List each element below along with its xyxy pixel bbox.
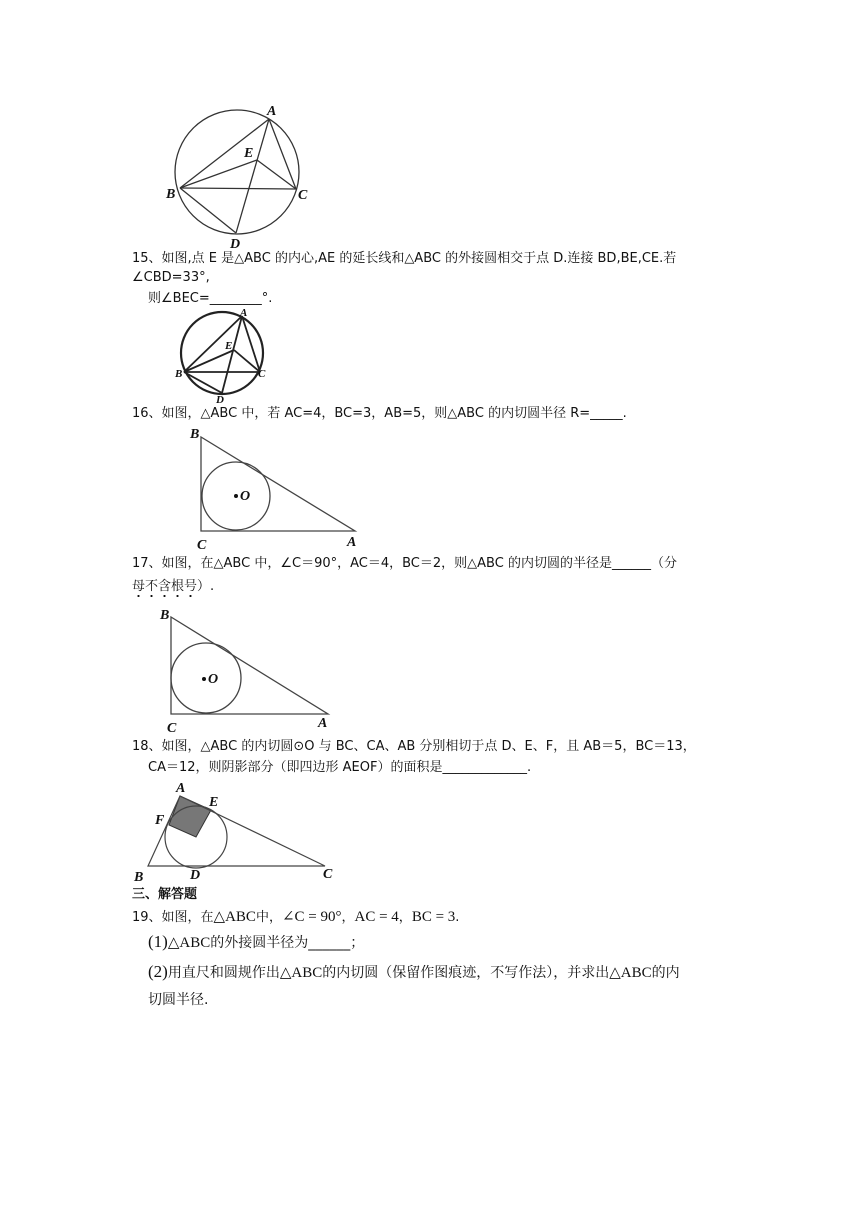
- q19-triangle: △ABC: [213, 909, 256, 925]
- q19-part1-text: 的外接圆半径为______；: [210, 935, 365, 951]
- q18-label-b: B: [134, 870, 144, 885]
- q19-bc: BC = 3: [411, 909, 456, 925]
- q17-line1: 17、如图，在△ABC 中，∠C＝90°，AC＝4，BC＝2，则△ABC 的内切圆的半径是______（分: [132, 556, 677, 571]
- q16-label-c: C: [197, 538, 207, 553]
- q18-line1: 18、如图，△ABC 的内切圆⊙O 与 BC、CA、AB 分别相切于点 D、E、F，且 AB＝5，BC＝13，: [132, 739, 696, 754]
- q18-label-a: A: [176, 781, 186, 796]
- q19-angle: ∠C = 90°: [281, 909, 342, 925]
- q16-text: 16、如图，△ABC 中，若 AC=4，BC=3，AB=5，则△ABC 的内切圆半径 R=_____.: [132, 406, 627, 421]
- q15-label-e: E: [225, 340, 233, 352]
- q19-mid: 中，: [255, 910, 282, 925]
- q19-line1: [132, 908, 459, 927]
- q17-label-o: O: [208, 672, 219, 687]
- q14-label-b: B: [166, 187, 176, 202]
- q15-label-c: C: [258, 368, 266, 380]
- q15-label-a: A: [240, 307, 248, 319]
- q18-line2: CA＝12，则阴影部分（即四边形 AEOF）的面积是_____________.: [148, 760, 532, 775]
- q16-label-b: B: [190, 427, 200, 442]
- q17-label-c: C: [167, 721, 177, 736]
- q18-label-c: C: [323, 867, 333, 882]
- q19-part2-number: (2): [148, 962, 168, 981]
- q19-part2-text-a: 用直尺和圆规作出: [167, 965, 280, 981]
- q19-prefix: 19、如图，在: [132, 910, 214, 925]
- q15-line3: 则∠BEC=________°.: [148, 291, 273, 306]
- q19-part2: [148, 963, 680, 982]
- q16-label-a: A: [347, 535, 357, 550]
- q17-label-b: B: [160, 608, 170, 623]
- q14-label-d: D: [230, 237, 241, 252]
- q18-label-f: F: [155, 813, 165, 828]
- q19-part2-text-b: 的内切圆（保留作图痕迹，不写作法），并求出: [322, 965, 610, 981]
- q17-label-a: A: [318, 716, 328, 731]
- q15-label-b: B: [175, 368, 183, 380]
- q15-label-d: D: [216, 394, 224, 406]
- q15-line1: 15、如图,点 E 是△ABC 的内心,AE 的延长线和△ABC 的外接圆相交于点 D.连接 BD,BE,CE.若: [132, 251, 677, 266]
- q19-ac: AC = 4: [354, 909, 399, 925]
- q19-comma1: ，: [341, 910, 355, 925]
- q19-end: .: [455, 910, 460, 925]
- q14-label-c: C: [298, 188, 308, 203]
- q14-label-e: E: [244, 146, 254, 161]
- q18-label-d: D: [190, 868, 201, 883]
- q19-part2-text-c: 的内: [651, 965, 680, 981]
- section-heading: 三、解答题: [132, 887, 198, 902]
- q14-label-a: A: [267, 104, 277, 119]
- q19-part2-triangle2: △ABC: [609, 965, 652, 981]
- q19-part2-line2: 切圆半径.: [148, 992, 209, 1008]
- q17-emphasis: 母不含根号: [132, 579, 197, 598]
- q16-label-o: O: [240, 489, 251, 504]
- q19-comma2: ，: [398, 910, 412, 925]
- q18-label-e: E: [209, 795, 219, 810]
- q19-part1-number: (1): [148, 932, 168, 951]
- q17-line2-rest: ）.: [197, 579, 215, 594]
- q15-line2: ∠CBD=33°,: [132, 270, 210, 285]
- q19-part2-triangle: △ABC: [279, 965, 323, 981]
- q19-part1: [148, 933, 364, 952]
- q19-part1-triangle: △ABC: [167, 935, 211, 951]
